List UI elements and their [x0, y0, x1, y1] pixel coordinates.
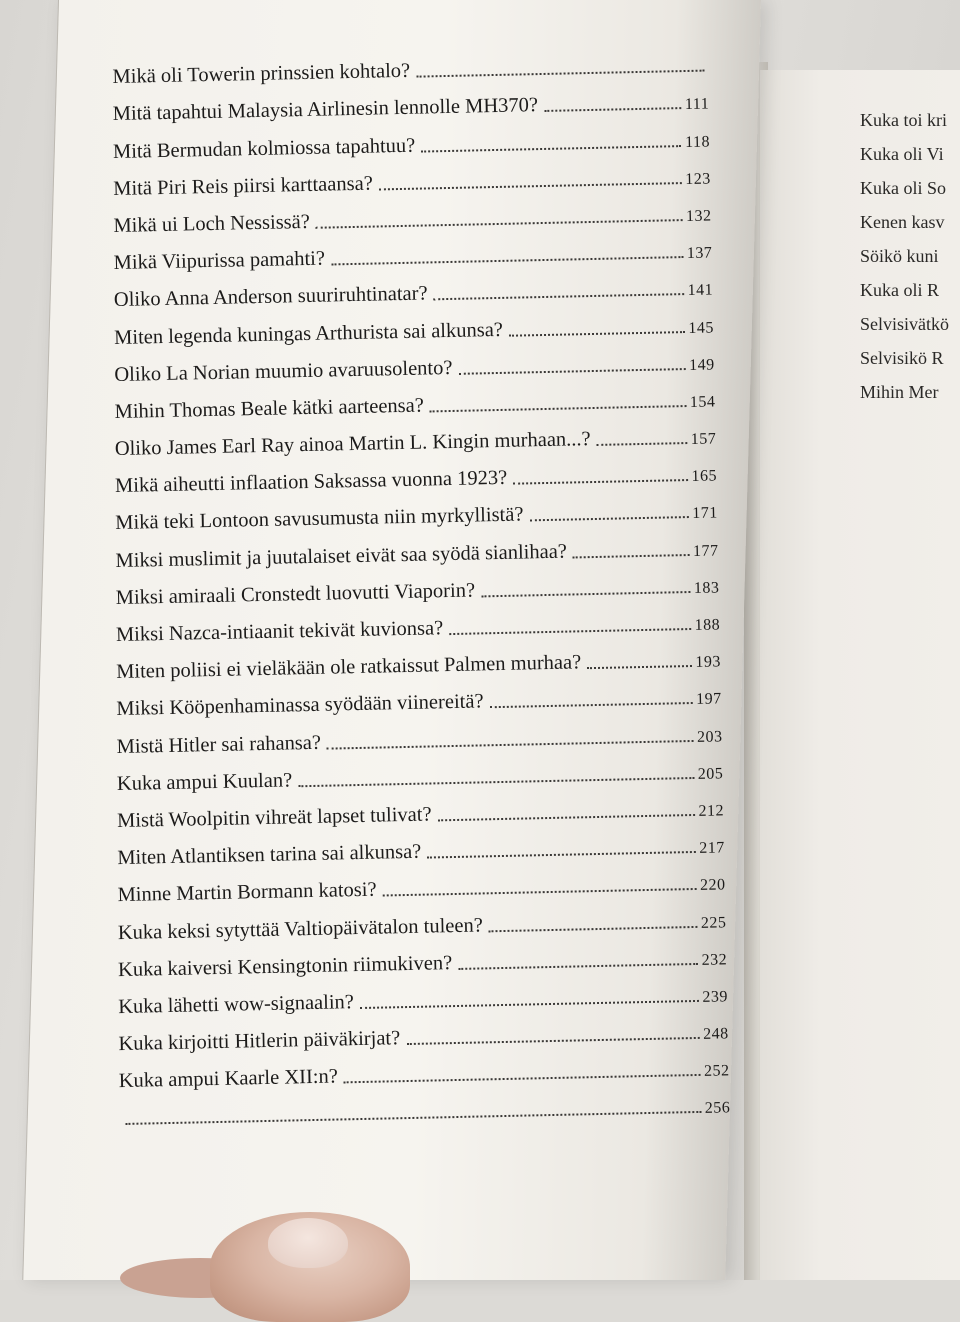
toc-entry-page: 193 [695, 653, 722, 672]
toc-entry-page: 183 [693, 579, 720, 597]
toc-entry-title: Mikä oli Towerin prinssien kohtalo? [112, 59, 411, 89]
toc-entry-page: 171 [692, 504, 718, 523]
toc-entry-page: 165 [691, 467, 718, 486]
toc-leader-dots [481, 591, 690, 597]
toc-entry-page: 197 [696, 690, 722, 709]
toc-entry-page: 248 [703, 1025, 729, 1043]
toc-right-entry: Kuka toi kri [860, 110, 947, 130]
toc-right-entry: Kenen kasv [860, 212, 945, 232]
toc-entry-page: 205 [697, 765, 724, 783]
toc-entry-title: Kuka kirjoitti Hitlerin päiväkirjat? [118, 1027, 401, 1056]
toc-leader-dots [587, 665, 691, 669]
thumbnail-nail [268, 1218, 348, 1268]
toc-leader-dots [421, 145, 681, 152]
toc-leader-dots [430, 405, 686, 412]
toc-entry-page: 157 [690, 430, 717, 449]
toc-entry-page: 252 [703, 1062, 730, 1081]
toc-leader-dots [449, 628, 690, 635]
toc-entry-page: 118 [684, 133, 711, 151]
toc-entry-title: Mistä Hitler sai rahansa? [116, 731, 322, 758]
toc-entry-page: 141 [687, 281, 714, 300]
toc-leader-dots [427, 851, 695, 859]
toc-leader-dots [434, 293, 684, 300]
toc-entry-page: 239 [702, 988, 729, 1006]
toc-leader-dots [513, 479, 687, 485]
toc-entry-title: Miksi muslimit ja juutalaiset eivät saa syödä sianlihaa? [115, 540, 568, 572]
toc-entry-title: Miten legenda kuningas Arthurista sai alkunsa? [113, 318, 504, 349]
toc-entry-page: 217 [699, 839, 725, 857]
toc-entry-title: Oliko La Norian muumio avaruusolento? [114, 356, 453, 386]
toc-right-entry: Söikö kuni [860, 246, 939, 266]
toc-entry-page: 212 [698, 802, 725, 820]
toc-entry-title: Miksi Kööpenhaminassa syödään viinereitä? [116, 690, 484, 721]
toc-entry-title: Mikä ui Loch Nessissä? [113, 210, 311, 237]
toc-leader-dots [573, 554, 689, 558]
toc-entry-title: Mitä Piri Reis piirsi karttaansa? [112, 172, 374, 200]
toc-entry-title: Kuka ampui Kuulan? [116, 769, 293, 795]
toc-entry-title: Mistä Woolpitin vihreät lapset tulivat? [116, 803, 432, 832]
table-of-contents-left [112, 39, 734, 1130]
toc-right-entry: Mihin Mer [860, 382, 939, 402]
toc-leader-dots [544, 107, 681, 112]
toc-entry-page: 123 [685, 170, 711, 188]
toc-leader-dots [489, 925, 697, 931]
toc-right-entry: Kuka oli So [860, 178, 947, 198]
toc-leader-dots [490, 702, 693, 708]
toc-entry-title: Mikä aiheutti inflaation Saksassa vuonna 1923? [114, 467, 508, 498]
toc-right-entry: Selvisivätkö [860, 314, 949, 334]
toc-entry-page: 188 [694, 616, 721, 634]
toc-right-entry: Kuka oli R [860, 280, 939, 300]
toc-entry-page: 232 [701, 951, 728, 969]
toc-entry-page: 137 [686, 244, 713, 263]
toc-leader-dots [416, 70, 704, 78]
toc-leader-dots [597, 442, 687, 446]
toc-entry-page: 177 [692, 542, 719, 560]
toc-entry-title: Miten poliisi ei vieläkään ole ratkaissut Palmen murhaa? [115, 651, 582, 684]
toc-entry-title: Miksi Nazca-intiaanit tekivät kuvionsa? [115, 617, 444, 647]
toc-entry-title: Miksi amiraali Cronstedt luovutti Viaporin? [115, 579, 476, 609]
toc-entry-title: Kuka ampui Kaarle XII:n? [118, 1065, 339, 1093]
toc-entry-page: 149 [689, 356, 715, 374]
toc-entry-title: Mikä Viipurissa pamahti? [113, 247, 326, 275]
toc-leader-dots [509, 331, 685, 337]
toc-entry-page: 256 [704, 1099, 731, 1118]
toc-entry-title: Minne Martin Bormann katosi? [117, 878, 377, 907]
toc-entry-page: 203 [696, 727, 723, 746]
toc-entry-title: Mitä Bermudan kolmiossa tapahtuu? [112, 134, 416, 163]
toc-entry-title: Miten Atlantiksen tarina sai alkunsa? [117, 840, 422, 870]
toc-entry-title: Kuka keksi sytyttää Valtiopäivätalon tuleen? [117, 913, 484, 944]
toc-entry-page: 154 [689, 393, 716, 411]
toc-entry-title: Kuka lähetti wow-signaalin? [118, 991, 355, 1018]
toc-leader-dots [438, 814, 695, 821]
toc-leader-dots [459, 368, 686, 375]
toc-leader-dots [530, 516, 689, 521]
toc-entry-page: 111 [684, 95, 710, 114]
toc-entry-page: 225 [700, 913, 727, 932]
toc-right-entry: Kuka oli Vi [860, 144, 944, 164]
toc-entry-title: Mitä tapahtui Malaysia Airlinesin lennolle MH370? [112, 94, 539, 126]
toc-leader-dots [458, 963, 697, 970]
toc-entry-title: Mikä teki Lontoon savusumusta niin myrkyllistä? [115, 503, 524, 535]
toc-entry-page: 220 [699, 876, 726, 895]
toc-entry-title: Kuka kaiversi Kensingtonin riimukiven? [117, 951, 453, 981]
table-of-contents-right [860, 110, 960, 416]
toc-entry-title: Oliko Anna Anderson suuriruhtinatar? [113, 282, 428, 312]
toc-entry-title: Mihin Thomas Beale kätki aarteensa? [114, 394, 425, 423]
toc-right-entry: Selvisikö R [860, 348, 944, 368]
toc-entry-page: 145 [688, 318, 715, 337]
toc-entry-page: 132 [685, 207, 712, 225]
toc-entry-title: Oliko James Earl Ray ainoa Martin L. Kingin murhaan...? [114, 428, 591, 461]
